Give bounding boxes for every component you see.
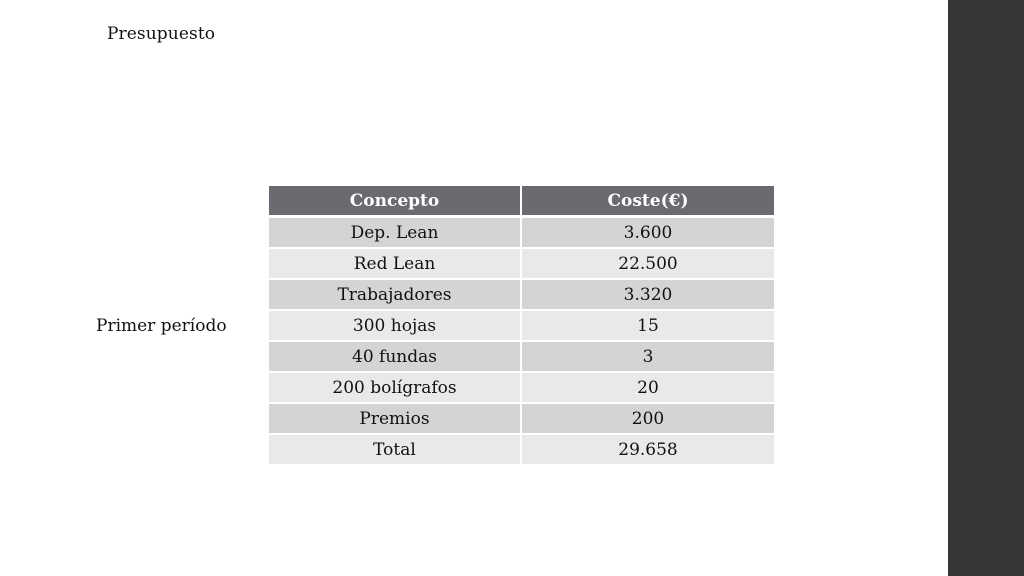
right-decorative-bar [948,0,1024,576]
column-header-coste: Coste(€) [521,186,774,217]
coste-cell: 22.500 [521,248,774,279]
concepto-cell: 200 bolígrafos [269,372,521,403]
concepto-cell: Premios [269,403,521,434]
table-row [269,217,774,249]
concepto-cell: Dep. Lean [269,217,521,249]
table-row [269,341,774,372]
budget-table [269,186,774,464]
table-row [269,372,774,403]
slide-title: Presupuesto [107,24,216,44]
coste-cell: 3.600 [521,217,774,249]
column-header-concepto: Concepto [269,186,521,217]
table-row [269,248,774,279]
coste-cell: 15 [521,310,774,341]
period-label: Primer período [96,316,227,336]
table-row [269,279,774,310]
concepto-cell: 40 fundas [269,341,521,372]
coste-cell: 29.658 [521,434,774,464]
table-row-total [269,434,774,464]
concepto-cell: Red Lean [269,248,521,279]
concepto-cell: Total [269,434,521,464]
coste-cell: 200 [521,403,774,434]
coste-cell: 3 [521,341,774,372]
table-row [269,310,774,341]
coste-cell: 20 [521,372,774,403]
table-header-row [269,186,774,217]
concepto-cell: Trabajadores [269,279,521,310]
table-row [269,403,774,434]
concepto-cell: 300 hojas [269,310,521,341]
coste-cell: 3.320 [521,279,774,310]
